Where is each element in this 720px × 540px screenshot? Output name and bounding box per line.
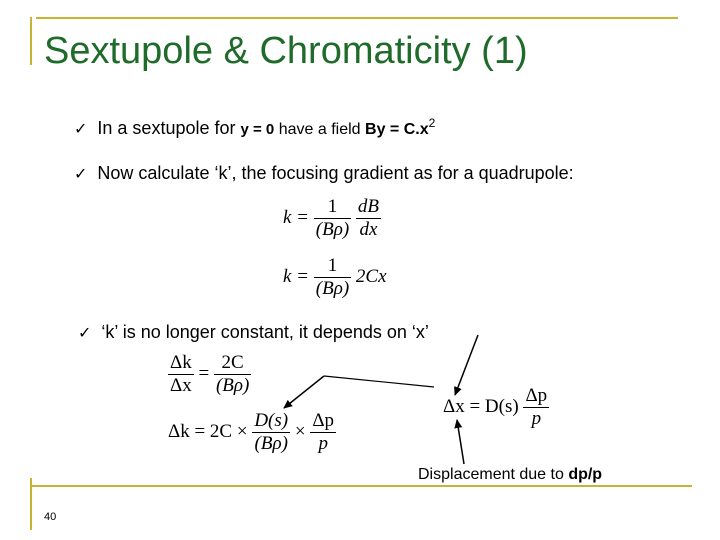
- eq-dx-lhs: Δx = D(s): [443, 395, 519, 417]
- field-exponent: 2: [428, 116, 436, 130]
- arrow-to-dk-equation-head: [284, 376, 324, 408]
- eq-k-lhs: k =: [283, 265, 310, 287]
- eq-equals: =: [198, 362, 210, 384]
- fraction-dp-p: $\frac{\Delta p}{p}$: [312, 410, 335, 454]
- eq-2Cx: 2Cx: [355, 265, 387, 287]
- eq-dk-lhs: Δk = 2C ×: [168, 420, 248, 442]
- checkmark-icon: ✓: [78, 323, 92, 342]
- condition-text: y = 0: [240, 121, 275, 138]
- field-expression: By = C.x: [365, 121, 429, 138]
- checkmark-icon: ✓: [74, 119, 88, 138]
- arrow-to-dk-equation: [324, 376, 434, 387]
- fraction-one-over-brho: $\frac{1}{(B\rho)}$: [315, 255, 350, 299]
- fraction-2C-brho: $\frac{2C}{(B\rho)}$: [215, 352, 250, 396]
- bullet-text: ‘k’ is no longer constant, it depends on ‘x’: [101, 322, 429, 342]
- bullet-text-mid: have a field: [274, 121, 366, 138]
- bullet-text: In a sextupole for: [97, 118, 241, 138]
- checkmark-icon: ✓: [74, 164, 88, 183]
- bullet-text: Now calculate ‘k’, the focusing gradient as for a quadrupole:: [97, 163, 574, 183]
- arrow-from-caption: [457, 420, 464, 464]
- fraction-dB-dx: $\frac{dB}{dx}$: [357, 196, 380, 240]
- fraction-dk-dx: $\frac{\Delta k}{\Delta x}$: [170, 352, 192, 396]
- slide-title: Sextupole & Chromaticity (1): [44, 30, 528, 72]
- fraction-one-over-brho: $\frac{1}{(B\rho)}$: [315, 196, 350, 240]
- eq-times: ×: [294, 420, 306, 442]
- fraction-Ds-brho: $\frac{D(s)}{(B\rho)}$: [254, 410, 289, 454]
- caption-dp-p: dp/p: [568, 466, 603, 483]
- fraction-dp-p: $\frac{\Delta p}{p}$: [525, 385, 548, 429]
- page-number: 40: [44, 511, 57, 523]
- displacement-caption: Displacement due to dp/p: [418, 466, 603, 483]
- arrow-to-dx-equation: [455, 335, 478, 395]
- eq-k-lhs: k =: [283, 206, 310, 228]
